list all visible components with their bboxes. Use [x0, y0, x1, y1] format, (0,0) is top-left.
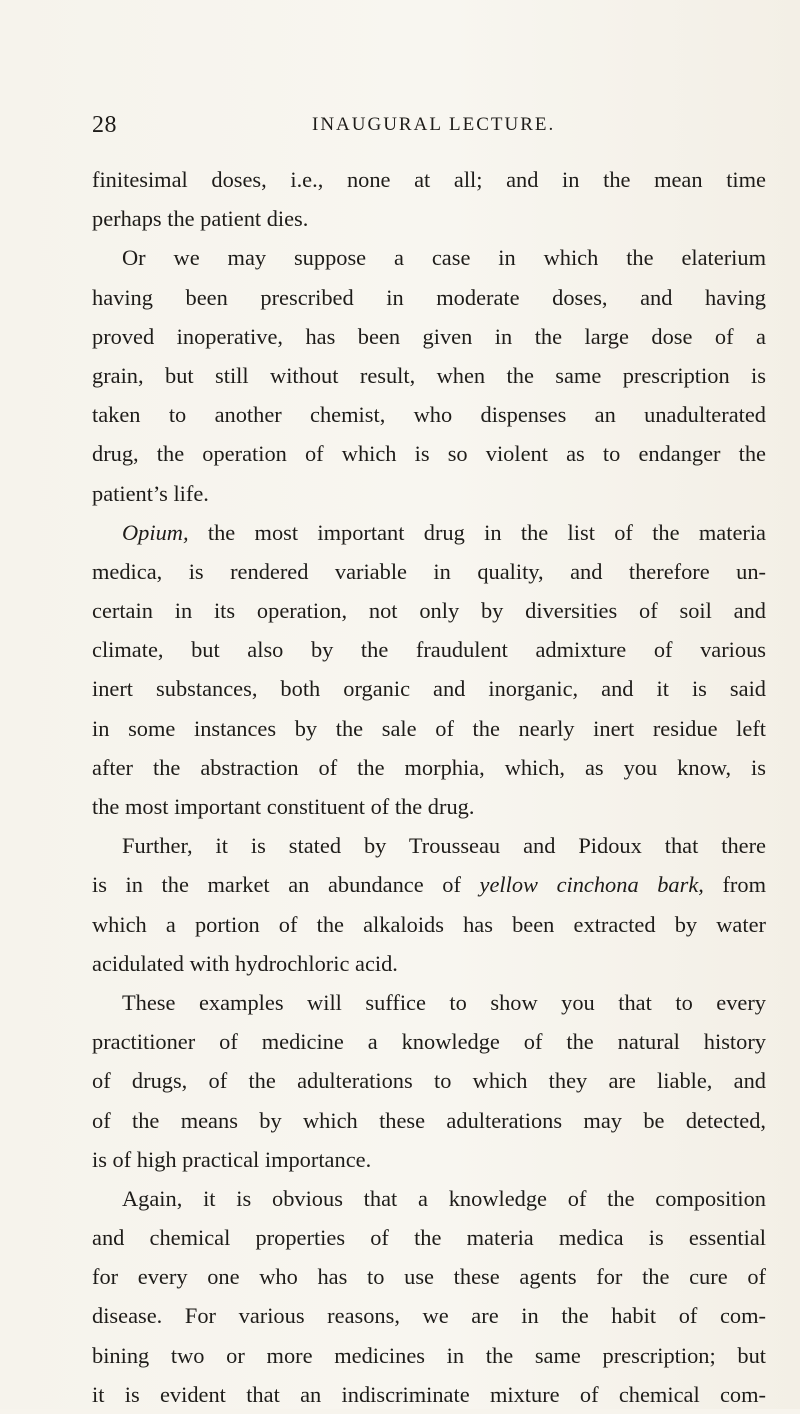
text-fragment: is in the market an abundance of	[92, 872, 480, 898]
text-fragment: from	[703, 872, 766, 898]
paragraph-start-line: Further, it is stated by Trousseau and Pidoux that there	[122, 833, 766, 859]
italic-term: Opium,	[122, 519, 189, 545]
text-line: finitesimal doses, i.e., none at all; and in the mean time	[92, 167, 766, 192]
paragraph-start-line: Again, it is obvious that a knowledge of the composition	[122, 1185, 766, 1211]
italic-term: yellow cinchona bark,	[479, 872, 704, 898]
text-line: in some instances by the sale of the nearly inert residue left	[92, 715, 766, 741]
running-head: INAUGURAL LECTURE.	[312, 114, 556, 135]
text-line: taken to another chemist, who dispenses an unadulterated	[92, 402, 766, 428]
text-line: for every one who has to use these agents for the cure of	[92, 1264, 766, 1290]
paragraph-start-line: Or we may suppose a case in which the elaterium	[122, 245, 766, 271]
text-line: of the means by which these adulterations may be detected,	[92, 1107, 766, 1133]
text-line: inert substances, both organic and inorganic, and it is said	[92, 676, 766, 702]
body-text	[92, 160, 766, 1414]
text-line: practitioner of medicine a knowledge of the natural history	[92, 1029, 766, 1055]
text-line: disease. For various reasons, we are in the habit of com-	[92, 1303, 766, 1329]
text-line: proved inoperative, has been given in the large dose of a	[92, 323, 766, 349]
text-line: perhaps the patient dies.	[92, 206, 309, 232]
text-line: is of high practical importance.	[92, 1146, 372, 1172]
text-line: the most important constituent of the drug.	[92, 794, 475, 819]
text-line: of drugs, of the adulterations to which they are liable, and	[92, 1068, 766, 1094]
page-number: 28	[92, 112, 117, 138]
text-line: having been prescribed in moderate doses, and having	[92, 284, 766, 310]
text-line: which a portion of the alkaloids has been extracted by water	[92, 911, 766, 937]
page-header	[92, 112, 710, 142]
text-line: medica, is rendered variable in quality, and therefore un-	[92, 558, 766, 584]
text-line: it is evident that an indiscriminate mixture of chemical com-	[92, 1381, 766, 1407]
text-line	[92, 865, 766, 904]
text-line: climate, but also by the fraudulent admixture of various	[92, 637, 766, 663]
text-line: after the abstraction of the morphia, which, as you know, is	[92, 754, 766, 780]
paragraph-start-line: These examples will suffice to show you that to every	[122, 989, 766, 1015]
paragraph-start-line	[92, 513, 766, 552]
text-line: acidulated with hydrochloric acid.	[92, 950, 398, 976]
text-line: drug, the operation of which is so violent as to endanger the	[92, 441, 766, 467]
text-line: certain in its operation, not only by diversities of soil and	[92, 598, 766, 624]
text-line: and chemical properties of the materia medica is essential	[92, 1225, 766, 1251]
text-line: grain, but still without result, when the same prescription is	[92, 362, 766, 388]
text-fragment: the most important drug in the list of the materia	[188, 519, 766, 545]
text-line: patient’s life.	[92, 480, 209, 506]
text-line: bining two or more medicines in the same prescription; but	[92, 1342, 766, 1368]
